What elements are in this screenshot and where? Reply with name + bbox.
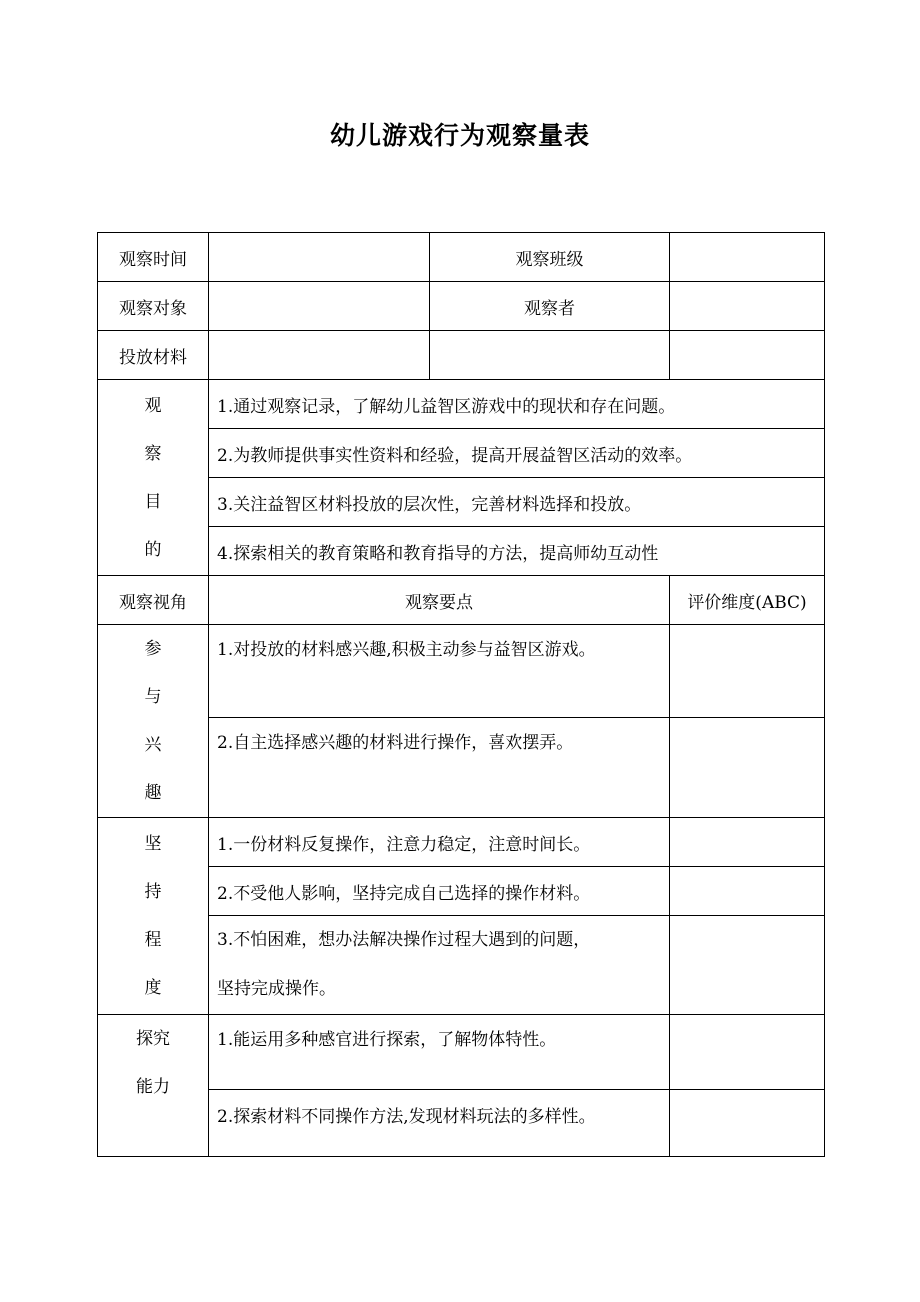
inquiry-label-line: 探究 (136, 1029, 170, 1049)
row-materials (98, 331, 825, 380)
purpose-item: 3.关注益智区材料投放的层次性，完善材料选择和投放。 (209, 478, 825, 527)
class-label: 观察班级 (430, 233, 670, 282)
column-header-perspective: 观察视角 (98, 576, 209, 625)
inquiry-item: 1.能运用多种感官进行探索，了解物体特性。 (209, 1015, 670, 1090)
observer-value-cell[interactable] (670, 282, 825, 331)
interest-label (98, 625, 209, 818)
persistence-item (209, 916, 670, 1015)
subject-label: 观察对象 (98, 282, 209, 331)
materials-value-cell-3[interactable] (670, 331, 825, 380)
purpose-label-char: 察 (144, 443, 162, 464)
subject-value-cell[interactable] (209, 282, 430, 331)
purpose-label-char: 的 (144, 539, 162, 560)
persistence-item: 2.不受他人影响，坚持完成自己选择的操作材料。 (209, 867, 670, 916)
purpose-row-1 (98, 380, 825, 429)
materials-label: 投放材料 (98, 331, 209, 380)
interest-label-char: 参 (144, 639, 162, 659)
row-subject-observer (98, 282, 825, 331)
persistence-item: 1.一份材料反复操作，注意力稳定，注意时间长。 (209, 818, 670, 867)
inquiry-row-1 (98, 1015, 825, 1090)
inquiry-rating-cell[interactable] (670, 1090, 825, 1157)
observer-label: 观察者 (430, 282, 670, 331)
row-time-class (98, 233, 825, 282)
interest-rating-cell[interactable] (670, 718, 825, 818)
interest-item: 1.对投放的材料感兴趣,积极主动参与益智区游戏。 (209, 625, 670, 718)
column-header-rating: 评价维度(ABC) (670, 576, 825, 625)
class-value-cell[interactable] (670, 233, 825, 282)
page-title: 幼儿游戏行为观察量表 (329, 121, 590, 150)
time-value-cell[interactable] (209, 233, 430, 282)
persistence-label (98, 818, 209, 1015)
purpose-item: 1.通过观察记录，了解幼儿益智区游戏中的现状和存在问题。 (209, 380, 825, 429)
purpose-label (98, 380, 209, 576)
persistence-rating-cell[interactable] (670, 867, 825, 916)
purpose-item: 4.探索相关的教育策略和教育指导的方法，提高师幼互动性 (209, 527, 825, 576)
persistence-row-1 (98, 818, 825, 867)
purpose-item: 2.为教师提供事实性资料和经验，提高开展益智区活动的效率。 (209, 429, 825, 478)
time-label: 观察时间 (98, 233, 209, 282)
inquiry-label-line: 能力 (136, 1077, 170, 1097)
interest-label-char: 趣 (144, 783, 162, 803)
inquiry-item: 2.探索材料不同操作方法,发现材料玩法的多样性。 (209, 1090, 670, 1157)
observation-table (97, 232, 825, 1157)
interest-item: 2.自主选择感兴趣的材料进行操作，喜欢摆弄。 (209, 718, 670, 818)
persistence-label-char: 程 (144, 930, 162, 950)
column-header-row (98, 576, 825, 625)
persistence-label-char: 度 (144, 978, 162, 998)
interest-rating-cell[interactable] (670, 625, 825, 718)
column-header-points: 观察要点 (209, 576, 670, 625)
purpose-label-char: 目 (144, 491, 162, 512)
persistence-item-line: 坚持完成操作。 (217, 979, 336, 999)
persistence-item-line: 3.不怕困难，想办法解决操作过程大遇到的问题， (217, 930, 591, 950)
materials-value-cell-2[interactable] (430, 331, 670, 380)
inquiry-rating-cell[interactable] (670, 1015, 825, 1090)
purpose-label-char: 观 (144, 395, 162, 416)
persistence-rating-cell[interactable] (670, 916, 825, 1015)
inquiry-label (98, 1015, 209, 1157)
persistence-rating-cell[interactable] (670, 818, 825, 867)
interest-row-1 (98, 625, 825, 718)
interest-label-char: 与 (144, 687, 162, 707)
interest-label-char: 兴 (144, 735, 162, 755)
persistence-label-char: 坚 (144, 834, 162, 854)
persistence-label-char: 持 (144, 882, 162, 902)
materials-value-cell-1[interactable] (209, 331, 430, 380)
